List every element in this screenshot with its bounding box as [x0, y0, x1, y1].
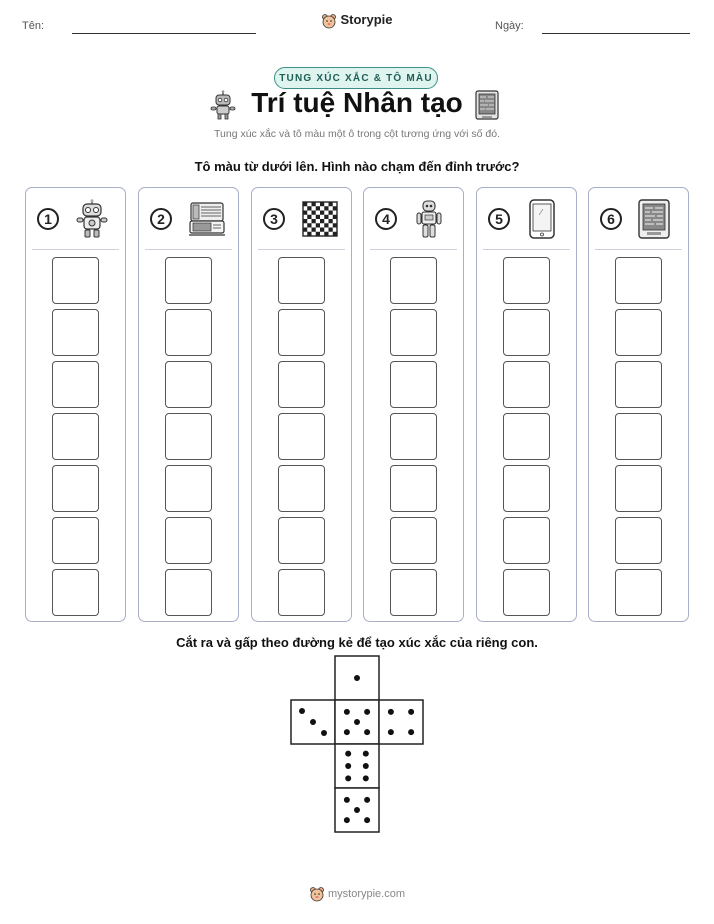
die-pip — [408, 709, 414, 715]
die-pip — [363, 775, 369, 781]
activity-badge: TUNG XÚC XẮC & TÔ MÀU — [274, 67, 438, 89]
die-face-1 — [335, 656, 379, 700]
column-number: 5 — [488, 208, 510, 230]
die-face-6 — [335, 744, 379, 788]
page-title: Trí tuệ Nhân tạo — [251, 87, 463, 118]
die-pip — [363, 751, 369, 757]
subtitle: Tung xúc xắc và tô màu một ô trong cột tương ứng với số đó. — [214, 128, 500, 140]
die-pip — [354, 675, 360, 681]
name-label: Tên: — [22, 20, 45, 32]
die-pip — [345, 763, 351, 769]
die-pip — [344, 729, 350, 735]
die-pip — [344, 797, 350, 803]
date-label: Ngày: — [495, 20, 524, 32]
die-pip — [321, 730, 327, 736]
die-pip — [344, 709, 350, 715]
column-number: 1 — [37, 208, 59, 230]
die-pip — [344, 817, 350, 823]
die-face-5 — [335, 700, 379, 744]
die-pip — [354, 807, 360, 813]
column-number: 4 — [375, 208, 397, 230]
cut-instruction: Cắt ra và gấp theo đường kẻ để tạo xúc xắc của riêng con. — [176, 635, 538, 650]
die-pip — [364, 729, 370, 735]
column-number: 3 — [263, 208, 285, 230]
die-face-4 — [379, 700, 423, 744]
die-pip — [354, 719, 360, 725]
footer-url: mystorypie.com — [327, 887, 406, 900]
brand-name: Storypie — [340, 12, 393, 27]
column-number: 2 — [150, 208, 172, 230]
die-pip — [388, 709, 394, 715]
die-face-5 — [335, 788, 379, 832]
die-pip — [364, 709, 370, 715]
die-pip — [408, 729, 414, 735]
coloring-instruction: Tô màu từ dưới lên. Hình nào chạm đến đỉnh trước? — [194, 159, 520, 174]
die-pip — [364, 797, 370, 803]
die-pip — [364, 817, 370, 823]
die-pip — [363, 763, 369, 769]
column-number: 6 — [600, 208, 622, 230]
bear-icon — [309, 886, 325, 902]
footer — [0, 886, 714, 902]
die-face-3 — [291, 700, 335, 744]
die-pip — [345, 775, 351, 781]
die-pip — [310, 719, 316, 725]
die-pip — [299, 708, 305, 714]
die-pip — [345, 751, 351, 757]
die-pip — [388, 729, 394, 735]
